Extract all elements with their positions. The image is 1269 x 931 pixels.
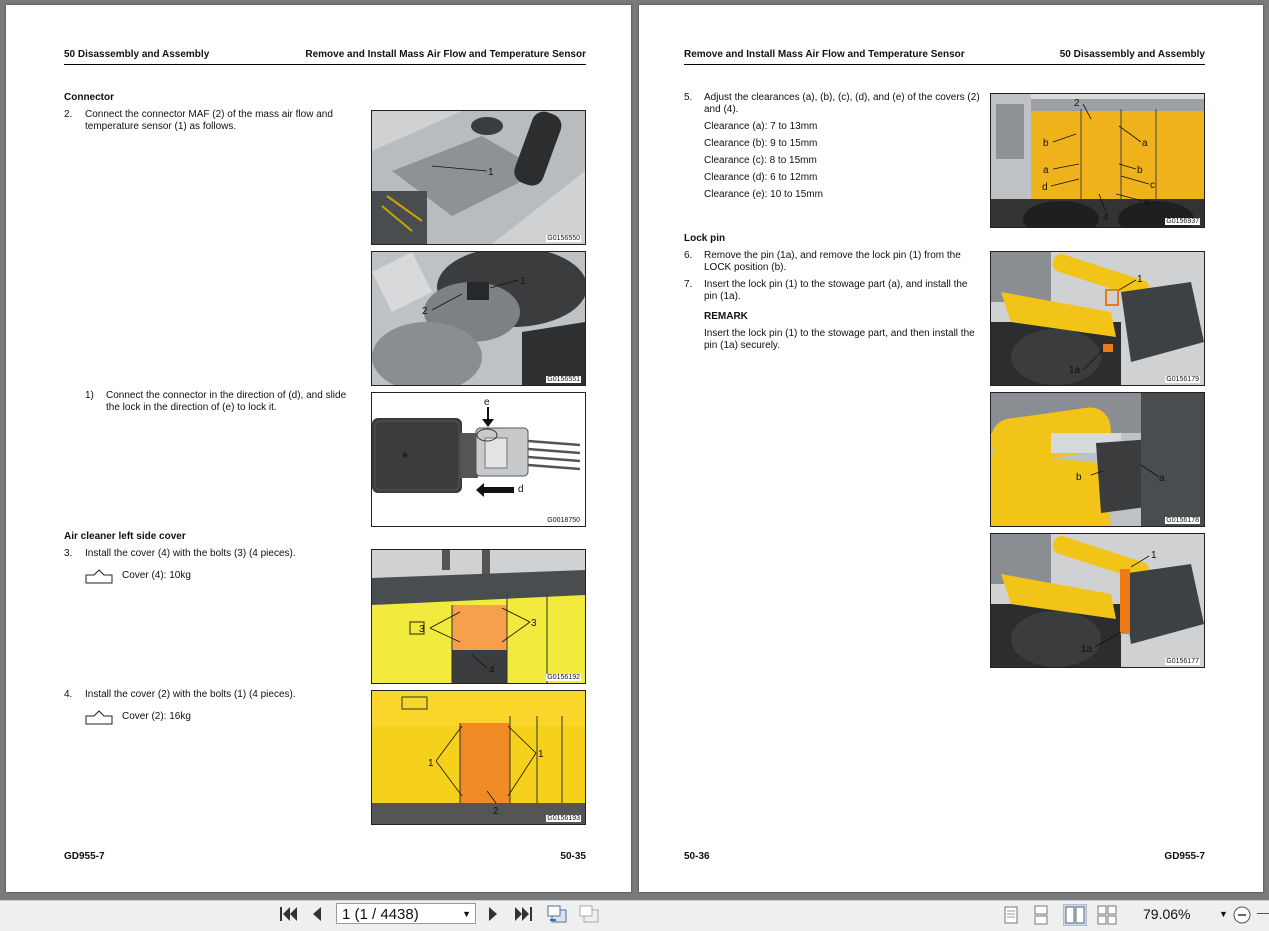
figure-lock-pin-stowed: [990, 533, 1205, 668]
remark-title: REMARK: [704, 311, 748, 322]
callout-1: 1: [1151, 550, 1157, 561]
header-title: Remove and Install Mass Air Flow and Temperature Sensor: [684, 49, 965, 60]
page-number-select[interactable]: [336, 903, 476, 924]
first-page-icon: [278, 905, 298, 923]
previous-page-icon: [310, 905, 324, 923]
figure-code: G0156937: [1166, 218, 1199, 225]
callout-d: d: [1042, 182, 1048, 193]
single-page-icon: [1002, 905, 1020, 925]
clearance-d: Clearance (d): 6 to 12mm: [704, 172, 818, 183]
callout-3-right: 3: [531, 618, 537, 629]
callout-b: b: [1076, 472, 1082, 483]
clearance-b: Clearance (b): 9 to 15mm: [704, 138, 818, 149]
callout-1: 1: [520, 276, 526, 287]
last-page-button[interactable]: [514, 905, 534, 927]
page-number-value: 1 (1 / 4438): [342, 906, 419, 923]
step-text: Insert the lock pin (1) to the stowage part (a), and install the pin (1a).: [704, 279, 968, 302]
figure-lock-pin-lock-position: [990, 251, 1205, 386]
callout-e: e: [484, 397, 490, 408]
facing-pages-icon: [1063, 904, 1087, 926]
header-chapter: 50 Disassembly and Assembly: [64, 49, 210, 60]
figure-code: G0156178: [1166, 517, 1199, 524]
next-page-button[interactable]: [486, 905, 500, 927]
last-page-icon: [514, 905, 534, 923]
figure-maf-sensor-location: [371, 110, 586, 245]
header-chapter: 50 Disassembly and Assembly: [1059, 49, 1205, 60]
figure-cover-2: [371, 690, 586, 825]
figure-code: G0156177: [1166, 658, 1199, 665]
step-number: 7.: [684, 279, 693, 290]
callout-2: 2: [493, 806, 499, 817]
figure-cover-clearances: [990, 93, 1205, 228]
clearance-c: Clearance (c): 8 to 15mm: [704, 155, 817, 166]
footer-model: GD955-7: [1164, 851, 1205, 862]
engine-illustration: [372, 111, 585, 244]
document-page-left: [6, 5, 631, 892]
callout-4: 4: [1103, 212, 1109, 223]
continuous-page-icon: [1032, 905, 1050, 925]
callout-4: 4: [489, 665, 495, 676]
remark-text: Insert the lock pin (1) to the stowage part, and then install the pin (1a) securely.: [704, 328, 975, 351]
footer-model: GD955-7: [64, 851, 105, 862]
clearance-e: Clearance (e): 10 to 15mm: [704, 189, 823, 200]
figure-code: G0156179: [1166, 376, 1199, 383]
figure-code: G0156551: [547, 376, 580, 383]
callout-b-left: b: [1043, 138, 1049, 149]
step-text: Install the cover (4) with the bolts (3) (4 pieces).: [85, 548, 296, 559]
callout-c: c: [1150, 180, 1155, 191]
chevron-down-icon: ▼: [462, 909, 471, 919]
lock-pin-illustration: [991, 252, 1204, 385]
next-page-icon: [486, 905, 500, 923]
first-page-button[interactable]: [278, 905, 298, 927]
figure-code: G0156192: [547, 674, 580, 681]
figure-code: G0156550: [547, 235, 580, 242]
figure-maf-connector-closeup: [371, 251, 586, 386]
weight-text: Cover (2): 16kg: [122, 711, 191, 722]
figure-connector-lock: [371, 392, 586, 527]
callout-1a: 1a: [1069, 365, 1081, 376]
callout-e: e: [1144, 197, 1150, 208]
header-title: Remove and Install Mass Air Flow and Temperature Sensor: [305, 49, 586, 60]
callout-1: 1: [488, 167, 494, 178]
step-number: 2.: [64, 109, 73, 120]
previous-page-button[interactable]: [310, 905, 324, 927]
callout-2: 2: [422, 306, 428, 317]
zoom-dropdown-icon[interactable]: ▼: [1219, 909, 1228, 919]
back-view-icon: [546, 904, 568, 924]
step-text: Connect the connector in the direction of (d), and slide the lock in the direction of (e) to lock it.: [106, 390, 347, 413]
header-rule: [64, 64, 586, 65]
step-number: 4.: [64, 689, 73, 700]
callout-a-left: a: [1043, 165, 1049, 176]
zoom-out-button[interactable]: [1232, 905, 1252, 927]
cover-2-illustration: [372, 691, 585, 824]
intake-duct-illustration: [372, 252, 585, 385]
step-number: 5.: [684, 92, 693, 103]
left-cover-illustration: [372, 550, 585, 683]
callout-1a: 1a: [1081, 644, 1093, 655]
callout-1-left: 1: [428, 758, 434, 769]
step-number: 6.: [684, 250, 693, 261]
forward-view-icon: [578, 904, 600, 924]
go-forward-view-button[interactable]: [578, 904, 600, 926]
weight-icon: [85, 568, 113, 584]
stowage-illustration: [991, 393, 1204, 526]
zoom-out-icon: [1232, 905, 1252, 925]
facing-pages-view-button[interactable]: [1063, 904, 1087, 926]
callout-1: 1: [1137, 274, 1143, 285]
figure-cover-4: [371, 549, 586, 684]
callout-3-left: 3: [419, 624, 425, 635]
callout-1-right: 1: [538, 749, 544, 760]
footer-page-number: 50-36: [684, 851, 710, 862]
callout-a-right: a: [1142, 138, 1148, 149]
figure-code: G0018750: [547, 517, 580, 524]
zoom-slider-track[interactable]: [1257, 913, 1269, 914]
continuous-facing-icon: [1097, 905, 1117, 925]
clearance-a: Clearance (a): 7 to 13mm: [704, 121, 818, 132]
step-text: Remove the pin (1a), and remove the lock pin (1) from the LOCK position (b).: [704, 250, 961, 273]
weight-icon: [85, 709, 113, 725]
callout-a: a: [1159, 473, 1165, 484]
section-lock-pin: Lock pin: [684, 233, 726, 244]
callout-b-right: b: [1137, 165, 1143, 176]
connector-illustration: [372, 393, 585, 526]
figure-code: G0156193: [547, 815, 580, 822]
header-rule: [684, 64, 1205, 65]
step-number: 1): [85, 390, 94, 401]
machine-side-illustration: [991, 94, 1204, 227]
section-connector: Connector: [64, 92, 114, 103]
zoom-level[interactable]: 79.06%: [1143, 906, 1191, 922]
step-text: Adjust the clearances (a), (b), (c), (d), and (e) of the covers (2) and (4).: [704, 92, 980, 115]
callout-2: 2: [1074, 98, 1080, 109]
step-text: Connect the connector MAF (2) of the mass air flow and temperature sensor (1) as follows.: [85, 109, 333, 132]
lock-pin-stowed-illustration: [991, 534, 1204, 667]
figure-stowage-part: [990, 392, 1205, 527]
callout-d: d: [518, 484, 524, 495]
continuous-view-button[interactable]: [1032, 905, 1050, 927]
weight-text: Cover (4): 10kg: [122, 570, 191, 581]
single-page-view-button[interactable]: [1002, 905, 1020, 927]
go-back-view-button[interactable]: [546, 904, 568, 926]
step-number: 3.: [64, 548, 73, 559]
footer-page-number: 50-35: [560, 851, 586, 862]
section-air-cleaner-cover: Air cleaner left side cover: [64, 531, 186, 542]
document-page-right: [639, 5, 1263, 892]
continuous-facing-view-button[interactable]: [1097, 905, 1117, 927]
step-text: Install the cover (2) with the bolts (1) (4 pieces).: [85, 689, 296, 700]
